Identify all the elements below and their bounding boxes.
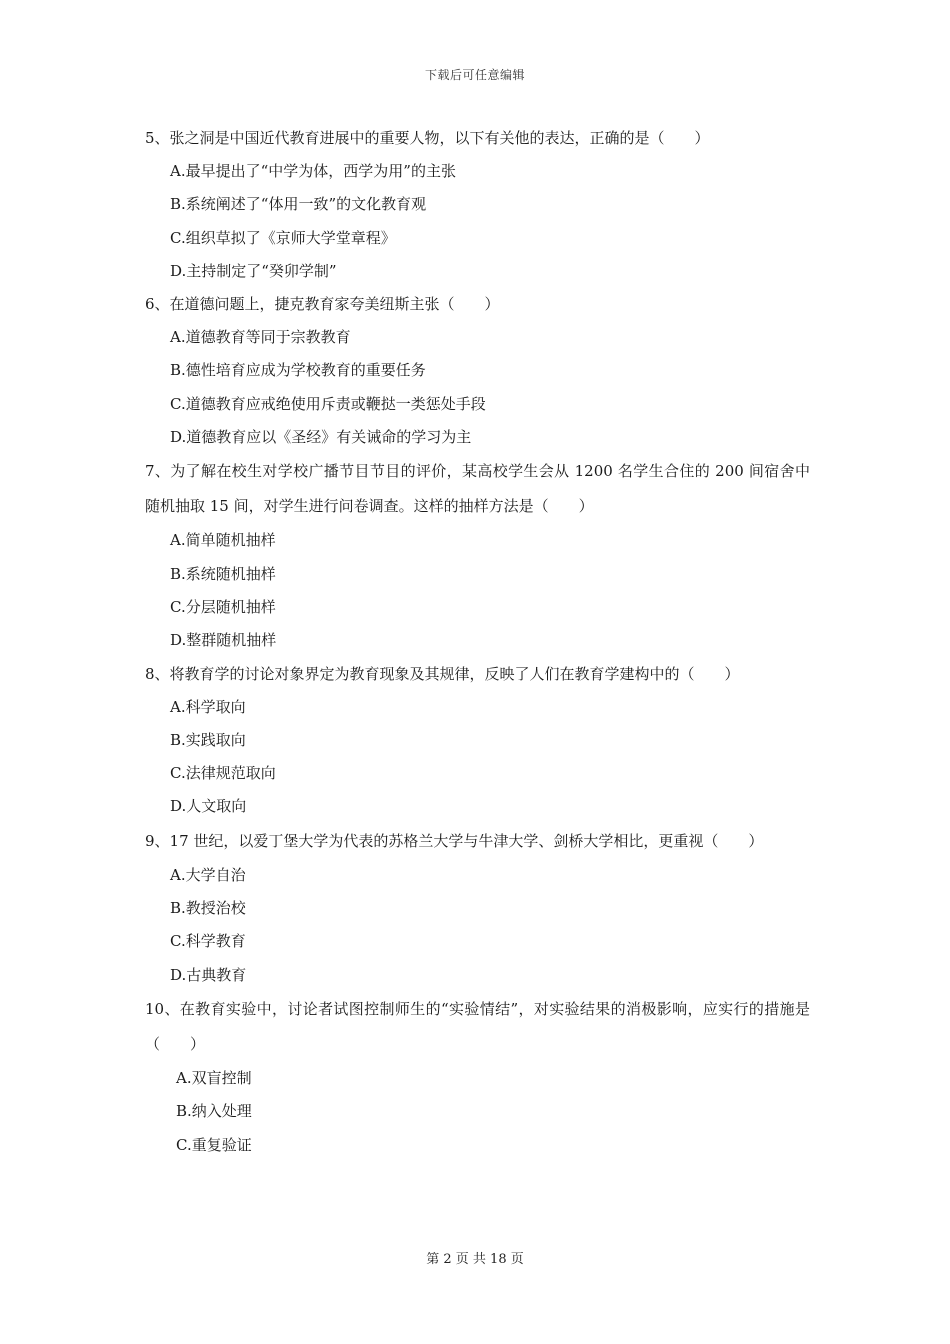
option-list (145, 321, 810, 454)
question-10 (145, 992, 810, 1162)
question-stem: 9、17 世纪，以爱丁堡大学为代表的苏格兰大学与牛津大学、剑桥大学相比，更重视（ ） (145, 831, 764, 850)
page-footer: 第 2 页 共 18 页 (426, 1252, 524, 1267)
question-8 (145, 658, 810, 824)
question-stem: 6、在道德问题上，捷克教育家夸美纽斯主张（ ） (145, 295, 500, 314)
question-9 (145, 824, 810, 992)
option-c: C.组织草拟了《京师大学堂章程》 (170, 228, 396, 247)
option-b: B.纳入处理 (176, 1102, 252, 1121)
option-list (145, 859, 810, 992)
option-a: A.最早提出了“中学为体，西学为用”的主张 (170, 162, 456, 180)
page-header: 下载后可任意编辑 (424, 68, 525, 82)
option-list (145, 691, 810, 824)
option-c: C.科学教育 (170, 932, 246, 951)
question-5 (145, 122, 810, 288)
option-list (145, 1062, 810, 1162)
option-d: D.道德教育应以《圣经》有关诫命的学习为主 (170, 428, 472, 447)
option-c: C.道德教育应戒绝使用斥责或鞭挞一类惩处手段 (170, 394, 486, 413)
option-b: B.实践取向 (170, 730, 246, 749)
question-stem: 8、将教育学的讨论对象界定为教育现象及其规律，反映了人们在教育学建构中的（ ） (145, 664, 740, 683)
option-a: A.大学自治 (170, 865, 246, 884)
option-d: D.整群随机抽样 (170, 631, 277, 650)
option-a: A.科学取向 (170, 697, 246, 716)
option-a: A.双盲控制 (176, 1068, 252, 1087)
document-body (145, 122, 810, 1162)
option-a: A.道德教育等同于宗教教育 (170, 328, 351, 347)
question-7 (145, 454, 810, 657)
option-c: C.分层随机抽样 (170, 597, 276, 616)
option-b: B.系统随机抽样 (170, 564, 276, 583)
question-stem: 7、为了解在校生对学校广播节目节目的评价，某高校学生会从 1200 名学生合住的 200 间宿舍中随机抽取 15 间，对学生进行问卷调查。这样的抽样方法是（ ） (145, 462, 810, 516)
question-stem: 10、在教育实验中，讨论者试图控制师生的“实验情结”，对实验结果的消极影响，应实行的措施是（ ） (145, 999, 810, 1053)
option-d: D.人文取向 (170, 797, 247, 816)
option-b: B.教授治校 (170, 899, 246, 918)
option-b: B.德性培育应成为学校教育的重要任务 (170, 361, 426, 380)
option-d: D.主持制定了“癸卯学制” (170, 261, 337, 280)
option-c: C.重复验证 (176, 1135, 252, 1154)
question-stem: 5、张之洞是中国近代教育进展中的重要人物，以下有关他的表达，正确的是（ ） (145, 129, 710, 147)
option-c: C.法律规范取向 (170, 764, 276, 783)
option-list (145, 524, 810, 657)
option-a: A.简单随机抽样 (170, 531, 276, 550)
question-6 (145, 288, 810, 454)
option-list (145, 155, 810, 288)
option-b: B.系统阐述了“体用一致”的文化教育观 (170, 195, 427, 214)
option-d: D.古典教育 (170, 965, 247, 984)
